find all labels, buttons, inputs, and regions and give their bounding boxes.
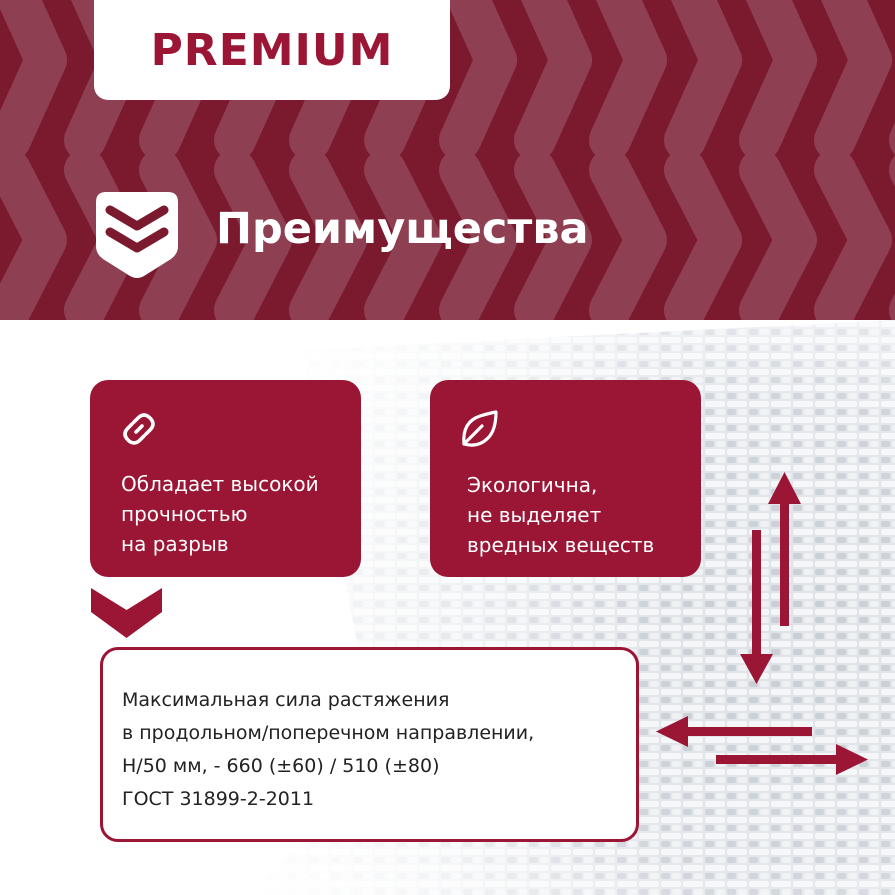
chevron-stripe bbox=[535, 0, 571, 140]
chevron-stripe bbox=[835, 0, 871, 140]
premium-badge bbox=[94, 0, 450, 100]
strength-card bbox=[90, 380, 361, 577]
arrow-down-icon bbox=[752, 530, 761, 658]
chevron-stripe bbox=[610, 0, 646, 140]
brand-logo-icon bbox=[92, 188, 182, 280]
header-band bbox=[0, 0, 895, 320]
tensile-spec-text: Максимальная сила растяжения в продольном/поперечном направлении, Н/50 мм, - 660 (±60) / 510 (±80) ГОСТ 31899-2-2011 bbox=[122, 689, 535, 810]
link-icon bbox=[118, 408, 160, 450]
chevron-stripe bbox=[610, 170, 646, 310]
arrow-left-icon bbox=[680, 727, 812, 736]
arrow-right-icon bbox=[716, 755, 848, 764]
chevron-stripe bbox=[10, 0, 46, 140]
chevron-stripe bbox=[760, 170, 796, 310]
chevron-stripe bbox=[835, 170, 871, 310]
strength-card-text: Обладает высокой прочностью на разрыв bbox=[121, 472, 319, 556]
premium-badge-label: PREMIUM bbox=[150, 24, 394, 76]
arrow-up-icon bbox=[780, 498, 789, 626]
leaf-icon bbox=[458, 408, 500, 450]
chevron-stripe bbox=[10, 170, 46, 310]
tensile-spec-box bbox=[100, 647, 639, 842]
eco-card-text: Экологична, не выделяет вредных веществ bbox=[467, 473, 655, 557]
chevron-stripe bbox=[760, 0, 796, 140]
chevron-stripe bbox=[685, 0, 721, 140]
chevron-down-icon bbox=[91, 588, 162, 638]
direction-arrows bbox=[640, 470, 890, 790]
chevron-stripe bbox=[460, 0, 496, 140]
chevron-stripe bbox=[685, 170, 721, 310]
page-title: Преимущества bbox=[216, 204, 589, 254]
